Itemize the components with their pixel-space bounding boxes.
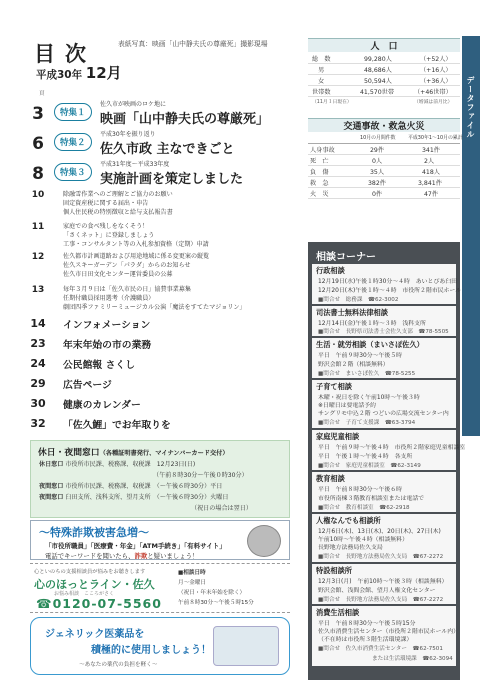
traffic-title: 交通事故・救急火災 (308, 118, 460, 132)
traffic-table (308, 134, 463, 204)
consult-family: 家庭児童相談 平日 午前９時〜午後４時 市役所２階家庭児童相談室 平日 午後１時〜午後４時 各支所 ■問合せ 家庭児童相談室 ☎62-3149 (312, 430, 456, 470)
generic-line-3: 〜あなたの薬代の負担を軽く〜 (79, 662, 158, 668)
holiday-line: （午前８時30分〜午後０時30分） (153, 472, 248, 479)
toc-line: 工事・コンサルタント等の入札参加資格（定期）申請 (63, 241, 209, 248)
scam-advice: 電話でキーワードを聞いたら、詐欺と疑いましょう！ (45, 552, 199, 560)
holiday-line: 休日窓口 市役所市民課、税務課、収税課 12月23日(日) (39, 461, 196, 468)
toc-line: 「さくネット」に登録しましょう (63, 232, 155, 239)
toc-entry-14[interactable] (30, 316, 286, 334)
toc-page-number: 24 (30, 357, 46, 370)
population-date: （11月１日現在） (312, 100, 352, 105)
hotline-intro: 心といのちの支援相談員が悩みをお聴きします (34, 569, 146, 575)
toc-label: インフォメーション (63, 320, 151, 331)
consultation-corner (308, 242, 466, 680)
toc-label: 健康のカレンダー (63, 400, 141, 411)
feature-title: 佐久市政 主なできごと (100, 142, 235, 157)
holiday-note: （各種証明書発行、マイナンバーカード交付） (99, 450, 229, 457)
toc-page-number: 10 (31, 190, 45, 200)
toc-page-number: 23 (30, 337, 46, 350)
issue-year: 平成30年 (36, 69, 83, 81)
hotline-reading: お悩み相談 こころがさく (54, 591, 115, 597)
feature-subtitle: 平成31年度〜平成33年度 (100, 161, 170, 168)
pills-illustration-icon (213, 626, 279, 666)
scam-title: 〜特殊詐欺被害急増〜 (39, 526, 149, 539)
generic-line-2: 積極的に使用しましょう！ (91, 645, 211, 656)
consult-life-work: 生活・就労相談（まいさぽ佐久） 平日 午前９時30分〜午後５時 野沢会館２階（相談無料） ■問合せ まいさぽ佐久 ☎78-5255 (312, 338, 456, 378)
toc-entry-30[interactable] (30, 396, 286, 414)
consult-contact[interactable]: ■問合せ 長野地方法務局佐久支局 ☎67-2272 (318, 597, 444, 603)
consult-contact[interactable]: ■問合せ 教育相談室 ☎62-2918 (318, 505, 410, 511)
toc-entry-29[interactable] (30, 376, 286, 394)
consult-human-rights: 人権なんでも相談所 12月6日(木)、13日(木)、20日(木)、27日(木) 午前10時〜午後４時（相談無料） 長野地方法務局佐久支局 ■問合せ 長野地方法務局佐久支局 ☎67-2272 (312, 514, 456, 562)
toc-label: 年末年始の市の業務 (63, 340, 152, 351)
traffic-row: 負 傷 35人 418人 (308, 167, 460, 177)
consult-contact[interactable]: ■問合せ 長野県司法書士会佐久支部 ☎78-5505 (318, 329, 449, 335)
hotline-name: 心のほっとライン・佐久 (34, 578, 155, 591)
toc-line: 家庭での食べ残しをなくそう！ (63, 223, 149, 230)
toc-page-number: 30 (30, 397, 46, 410)
toc-page-number: 11 (31, 222, 45, 232)
page-column-label: 頁 (39, 91, 45, 97)
toc-page-number: 32 (30, 417, 46, 430)
toc-line: 固定資産税に関する届出・申告 (63, 200, 149, 207)
holiday-window-box (30, 440, 290, 518)
toc-line: 佐久スキーガーデン「パラダ」からのお知らせ (63, 262, 191, 269)
toc-line: 劇団四季ファミリーミュージカル公演「魔法をすてたマジョリン」 (63, 304, 246, 311)
scam-illustration-icon (247, 525, 281, 557)
cover-note: 表紙写真：映画「山中静夫氏の尊厳死」撮影現場 (118, 40, 268, 48)
toc-page-number: 8 (32, 164, 44, 184)
traffic-row: 火 災 0件 47件 (308, 189, 460, 199)
toc-entry-23[interactable] (30, 336, 286, 354)
traffic-header: 10月の月間件数 平成30年1〜10月の累計 (308, 134, 460, 144)
hotline-hours-title: ■相談日時 (178, 570, 206, 576)
toc-line: 除融雪作業へのご理解とご協力のお願い (63, 191, 173, 198)
toc-page-number: 12 (31, 252, 45, 262)
toc-feature-3[interactable] (30, 158, 286, 188)
toc-line: 佐久市日田文化センター運営委員の公募 (63, 271, 173, 278)
toc-feature-2[interactable] (30, 128, 286, 158)
toc-line: 任期付職員採用選考（介護職員） (63, 295, 155, 302)
toc-label: 公民館報 さくし (63, 360, 135, 371)
consult-contact-alt[interactable]: または生活環境課 ☎62-3094 (372, 656, 453, 662)
toc-page-number: 6 (32, 134, 44, 154)
consult-special: 特設相談所 12月3日(月) 午前10時〜午後３時（相談無料） 野沢会館、浅間会館、望月人権文化センター ■問合せ 長野地方法務局佐久支局 ☎67-2272 (312, 564, 456, 604)
toc-page-number: 3 (32, 104, 44, 124)
population-row: 男 48,686人 （+16人） (308, 65, 460, 75)
consult-contact[interactable]: ■問合せ 総務課 ☎62-3002 (318, 297, 399, 303)
consult-contact[interactable]: ■問合せ まいさぽ佐久 ☎78-5255 (318, 371, 416, 377)
population-title: 人 口 (308, 38, 460, 52)
toc-entry-24[interactable] (30, 356, 286, 374)
holiday-title: 休日・夜間窓口（各種証明書発行、マイナンバーカード交付） (38, 448, 229, 458)
issue-month: 12月 (85, 64, 122, 82)
population-row: 総 数 99,280人 （+52人） (308, 54, 460, 64)
hotline-except: （祝日・年末年始を除く） (178, 590, 246, 596)
toc-label: 広告ページ (63, 380, 112, 391)
consult-contact[interactable]: ■問合せ 家庭児童相談室 ☎62-3149 (318, 463, 421, 469)
toc-entry-12[interactable] (30, 252, 286, 282)
scam-warning-box (30, 520, 290, 560)
toc-line: 個人住民税の特別徴収と給与支払報告書 (63, 209, 173, 216)
traffic-row: 死 亡 0人 2人 (308, 156, 460, 166)
toc-feature-1[interactable] (30, 96, 286, 128)
feature-badge: 特集１ (54, 103, 92, 121)
population-row: 世帯数 41,570世帯 （+46世帯） (308, 87, 460, 97)
traffic-row: 人身事故 29件 341件 (308, 145, 460, 155)
toc-page-number: 14 (30, 317, 46, 330)
population-table (308, 54, 460, 104)
issue-date (36, 62, 122, 83)
toc-page-number: 29 (30, 377, 46, 390)
feature-title: 実施計画を策定しました (100, 172, 244, 187)
consult-childcare: 子育て相談 木曜・祝日を除く午前10時〜午後３時 ※日曜日は要電話予約 サングリモ中込２階 つどいの広場交流センター内 ■問合せ 子育て支援課 ☎63-3794 (312, 380, 456, 428)
holiday-line: 夜間窓口 市役所市民課、税務課、収税課 （〜午後６時30分）平日 (39, 483, 223, 490)
toc-page-number: 13 (31, 285, 45, 295)
consult-consumer: 消費生活相談 平日 午前８時30分〜午後５時15分 佐久市消費生活センター（市役所２階市民ホール内） （不在時は市役所３階生活環境課） ■問合せ 佐久市消費生活センター ☎62-7501 または生活環境課 ☎62-3094 (312, 606, 456, 666)
hotline-days: 月〜金曜日 (178, 580, 206, 586)
toc-entry-32[interactable] (30, 416, 286, 434)
feature-subtitle: 佐久市が映画のロケ地に (100, 101, 167, 108)
population-note: （増減は前月比） (414, 100, 453, 105)
traffic-row: 救 急 382件 3,841件 (308, 178, 460, 188)
hotline-phone[interactable]: ☎0120-07-5560 (36, 596, 162, 611)
toc-line: 佐久都市計画道路および用途地域に係る変更案の縦覧 (63, 253, 210, 260)
consult-administrative: 行政相談 12月19日(水)午後１時30分〜４時 あいとぴあ臼田 12月20日(木)午後１時〜４時 市役所２階市民ホール ■問合せ 総務課 ☎62-3002 (312, 264, 456, 304)
consult-education: 教育相談 平日 午前８時30分〜午後６時 市役所南棟３階教育相談室または電話で ■問合せ 教育相談室 ☎62-2918 (312, 472, 456, 512)
scam-keywords: 「市役所職員」「医療費・年金」「ATM手続き」「有料サイト」 (45, 542, 226, 550)
feature-title: 映画「山中静夫氏の尊厳死」 (100, 112, 270, 127)
population-row: 女 50,594人 （+36人） (308, 76, 460, 86)
holiday-line: 夜間窓口 臼田支所、浅科支所、望月支所 （〜午後６時30分）火曜日 (39, 494, 229, 501)
toc-line: 毎年３月９日は「佐久市民の日」協賛事業募集 (63, 286, 191, 293)
feature-subtitle: 平成30年を振り返り (100, 131, 156, 138)
feature-badge: 特集２ (54, 133, 92, 151)
toc-label: 「佐久鯉」でお年取りを (63, 420, 171, 431)
holiday-line: （祝日の場合は翌日） (191, 505, 252, 512)
hotline-hours: 午前８時30分〜午後５時15分 (178, 600, 254, 606)
consult-contact[interactable]: ■問合せ 佐久市消費生活センター ☎62-7501 (318, 646, 443, 652)
toc-entry-10[interactable] (30, 190, 286, 220)
consult-contact[interactable]: ■問合せ 長野地方法務局佐久支局 ☎67-2272 (318, 554, 444, 560)
hotline-box (30, 563, 290, 613)
data-file-tab: データファイル (462, 36, 480, 436)
toc-entry-13[interactable] (30, 285, 286, 315)
toc-entry-11[interactable] (30, 222, 286, 252)
consult-contact[interactable]: ■問合せ 子育て支援課 ☎63-3794 (318, 420, 416, 426)
generic-line-1: ジェネリック医薬品を (45, 629, 145, 640)
page-title: 目次 (34, 42, 96, 66)
consult-title: 相談コーナー (316, 252, 376, 263)
consult-legal: 司法書士無料法律相談 12月14日(金)午後１時〜３時 浅科支所 ■問合せ 長野県司法書士会佐久支部 ☎78-5505 (312, 306, 456, 336)
feature-badge: 特集３ (54, 163, 92, 181)
generic-drug-box (30, 617, 290, 675)
